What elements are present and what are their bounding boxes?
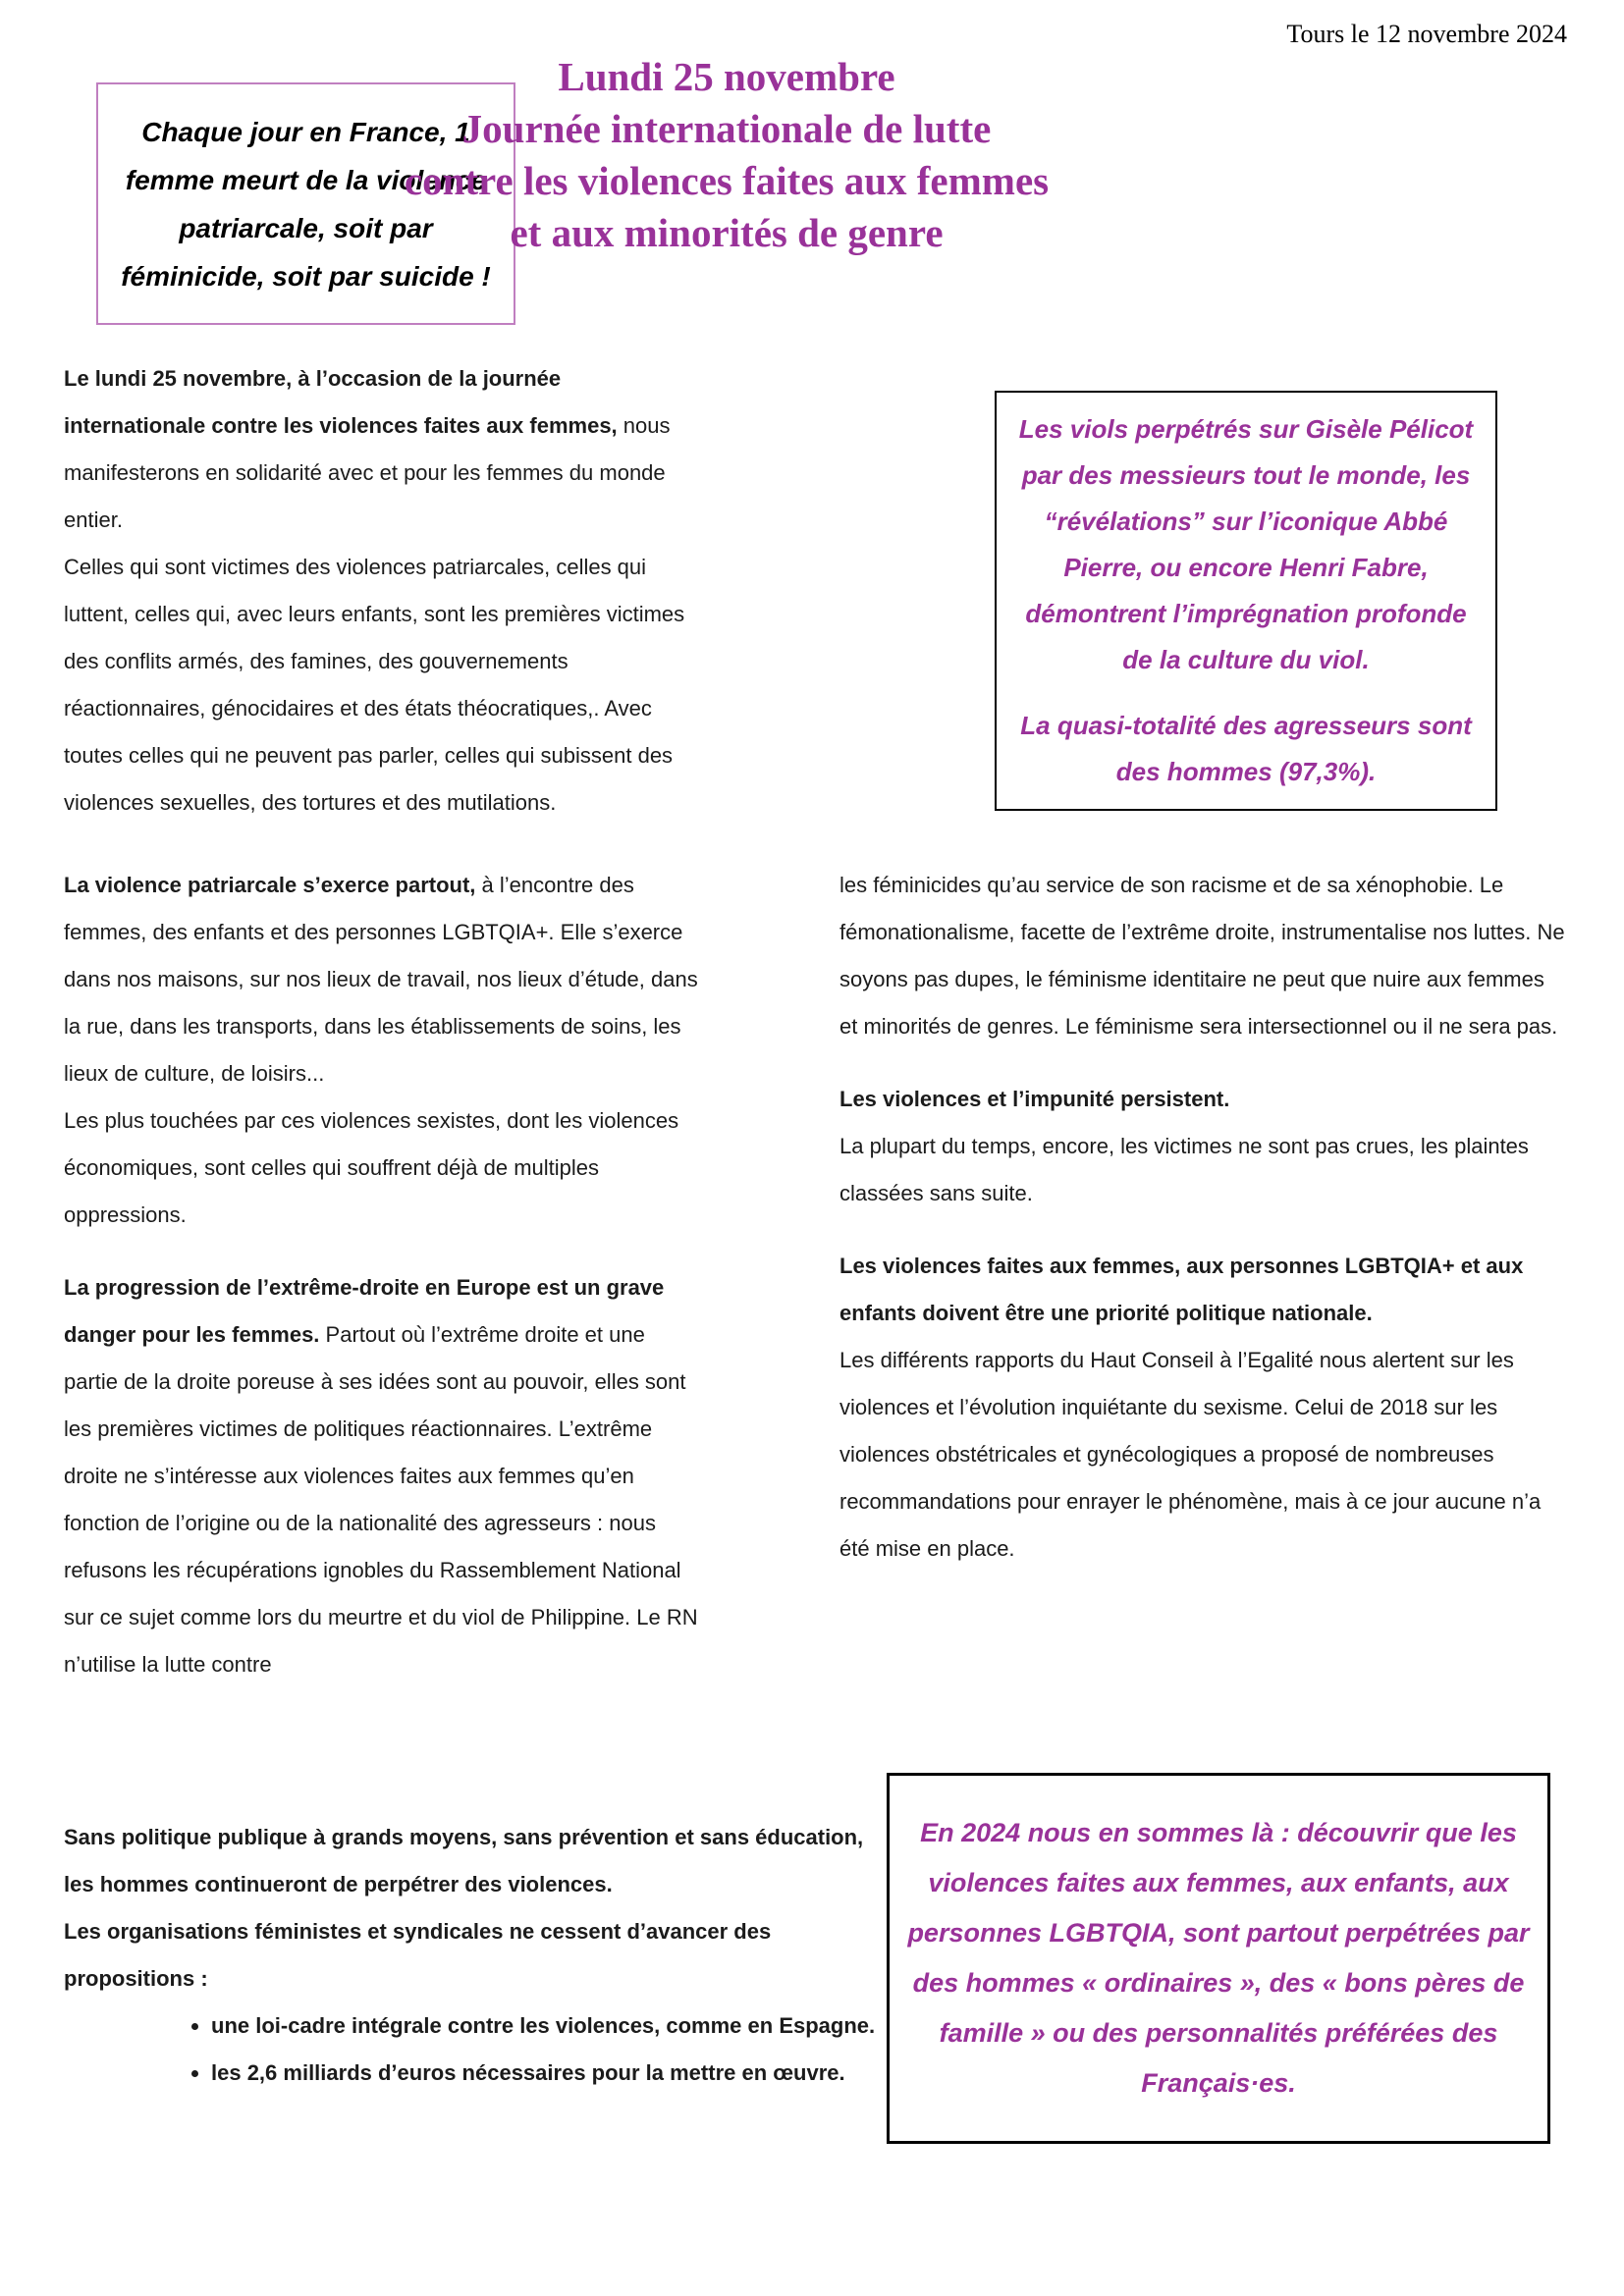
right-paragraph-impunite	[839, 1076, 1566, 1217]
propositions-section	[64, 1814, 879, 2097]
intro-paragraph-1-rest: nous manifesterons en solidarité avec et pour les femmes du monde entier.	[64, 413, 671, 532]
intro-paragraph-1	[64, 355, 702, 544]
intro-paragraph-2: Celles qui sont victimes des violences patriarcales, celles qui luttent, celles qui, avec leurs enfants, sont les premières victimes des conflits armés, des famines, des gouvernements réactionnaires, génocidaires et des états théocratiques,. Avec toutes celles qui ne peuvent pas parler, celles qui subissent des violences sexuelles, des tortures et des mutilations.	[64, 555, 685, 815]
footer-quote-box	[887, 1773, 1550, 2144]
left-paragraph-2: Les plus touchées par ces violences sexistes, dont les violences économiques, sont celles qui souffrent déjà de multiples oppressions.	[64, 1108, 679, 1227]
page-title	[324, 51, 1129, 259]
right-paragraph-priorite	[839, 1243, 1566, 1573]
right-paragraph-3-rest: Les différents rapports du Haut Conseil à l’Egalité nous alertent sur les violences et l’évolution inquiétante du sexisme. Celui de 2018 sur les violences obstétricales et gynécologiques a proposé de nombreuses recommandations pour enrayer le phénomène, mais à ce jour aucune n’a été mise en place.	[839, 1348, 1542, 1561]
right-paragraph-2-rest: La plupart du temps, encore, les victimes ne sont pas crues, les plaintes classées sans suite.	[839, 1134, 1529, 1205]
column-right	[839, 862, 1566, 1598]
left-paragraph-1-rest: à l’encontre des femmes, des enfants et des personnes LGBTQIA+. Elle s’exerce dans nos maisons, sur nos lieux de travail, nos lieux d’étude, dans la rue, dans les transports, dans les établissements de soins, les lieux de culture, de loisirs...	[64, 873, 698, 1086]
date-line: Tours le 12 novembre 2024	[1286, 20, 1567, 48]
left-paragraph-1-heading: La violence patriarcale s’exerce partout,	[64, 873, 476, 897]
bullet-item-loi-cadre: • une loi-cadre intégrale contre les violences, comme en Espagne.	[211, 2002, 879, 2050]
propositions-paragraph-2: Les organisations féministes et syndicales ne cessent d’avancer des propositions :	[64, 1919, 772, 1991]
page-title-line-3: contre les violences faites aux femmes	[404, 158, 1050, 203]
left-paragraph-extreme-droite	[64, 1264, 702, 1688]
left-paragraph-3-heading: La progression de l’extrême-droite en Europe est un grave danger pour les femmes.	[64, 1275, 665, 1347]
right-paragraph-feminicides: les féminicides qu’au service de son racisme et de sa xénophobie. Le fémonationalisme, facette de l’extrême droite, instrumentalise nos luttes. Ne soyons pas dupes, le féminisme identitaire ne peut que nuire aux femmes et minorités de genres. Le féminisme sera intersectionnel ou il ne sera pas.	[839, 873, 1565, 1039]
stat-box-text: Chaque jour en France, 1 femme meurt de la violence patriarcale, soit par féminicide, soit par suicide !	[121, 116, 491, 292]
page-title-line-1: Lundi 25 novembre	[558, 54, 895, 99]
footer-quote-text: En 2024 nous en sommes là : découvrir que les violences faites aux femmes, aux enfants, aux personnes LGBTQIA, sont partout perpétrées par des hommes « ordinaires », des « bons pères de famille » ou des personnalités préférées des Français·es.	[907, 1818, 1530, 2098]
propositions-bullet-list	[64, 2002, 879, 2097]
pelicot-quote-para-1: Les viols perpétrés sur Gisèle Pélicot par des messieurs tout le monde, les “révélations” sur l’iconique Abbé Pierre, ou encore Henri Fabre, démontrent l’imprégnation profonde de la culture du viol.	[1018, 414, 1474, 674]
pelicot-quote-box	[995, 391, 1497, 811]
left-paragraph-3-rest: Partout où l’extrême droite et une partie de la droite poreuse à ses idées sont au pouvoir, elles sont les premières victimes de politiques réactionnaires. L’extrême droite ne s’intéresse aux violences faites aux femmes qu’en fonction de l’origine ou de la nationalité des agresseurs : nous refusons les récupérations ignobles du Rassemblement National sur ce sujet comme lors du meurtre et du viol de Philippine. Le RN n’utilise la lutte contre	[64, 1322, 698, 1677]
propositions-paragraph-1: Sans politique publique à grands moyens, sans prévention et sans éducation, les hommes continueront de perpétrer des violences.	[64, 1825, 864, 1896]
page-title-line-4: et aux minorités de genre	[510, 210, 944, 255]
right-paragraph-3-heading: Les violences faites aux femmes, aux personnes LGBTQIA+ et aux enfants doivent être une priorité politique nationale.	[839, 1254, 1524, 1325]
intro-section	[64, 355, 702, 827]
left-paragraph-violence-partout	[64, 862, 702, 1239]
right-paragraph-2-heading: Les violences et l’impunité persistent.	[839, 1087, 1230, 1111]
intro-bold-lead: Le lundi 25 novembre, à l’occasion de la journée internationale contre les violences faites aux femmes,	[64, 366, 618, 438]
column-left	[64, 862, 702, 1714]
bullet-item-milliards: • les 2,6 milliards d’euros nécessaires pour la mettre en œuvre.	[211, 2050, 879, 2097]
pelicot-quote-para-2: La quasi-totalité des agresseurs sont des hommes (97,3%).	[1020, 711, 1472, 786]
page-title-line-2: Journée internationale de lutte	[461, 106, 992, 151]
